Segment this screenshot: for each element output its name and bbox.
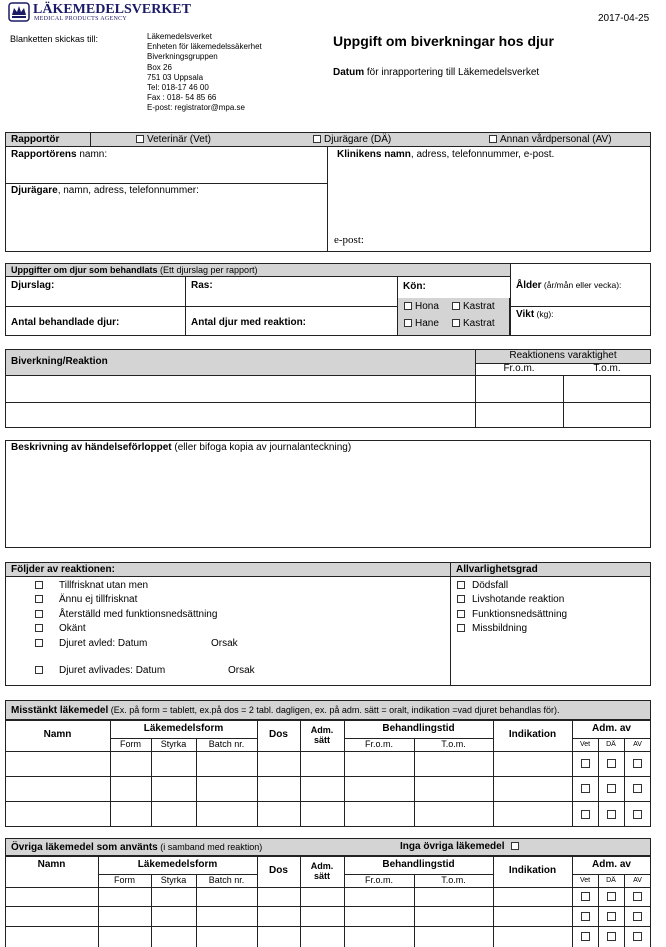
send-to-label: Blanketten skickas till:	[10, 34, 99, 44]
clinic-field[interactable]: Klinikens namn, adress, telefonnummer, e-post.	[337, 149, 555, 160]
reaction-to-header: T.o.m.	[593, 363, 621, 375]
checkbox[interactable]	[35, 666, 43, 674]
col-strength: Styrka	[160, 874, 187, 885]
checkbox[interactable]	[457, 624, 465, 632]
col-from: Fr.o.m.	[364, 874, 393, 885]
adm-checkbox[interactable]	[598, 926, 624, 946]
adm-checkbox[interactable]	[624, 751, 651, 776]
col-owner: DÄ	[606, 876, 616, 884]
col-form: Form	[120, 738, 141, 749]
checkbox[interactable]	[452, 302, 460, 310]
col-period: Behandlingstid	[382, 722, 455, 734]
reporter-body	[5, 146, 651, 252]
adm-checkbox[interactable]	[572, 751, 598, 776]
age-field[interactable]: Ålder (år/mån eller vecka):	[516, 280, 622, 291]
suspected-header: Misstänkt läkemedel (Ex. på form = tablett, ex.på dos = 2 tabl. dagligen, ex. på adm. sätt = oralt, indikation =vad djuret behandlas för).	[11, 705, 560, 716]
reaction-duration-header: Reaktionens varaktighet	[509, 350, 617, 362]
reporter-option-other[interactable]: Annan vårdpersonal (AV)	[489, 134, 612, 146]
consequence-option[interactable]: Okänt	[35, 623, 86, 635]
col-adm: Adm. sätt	[310, 725, 334, 745]
died-cause-label: Orsak	[211, 638, 238, 649]
consequences-label: Följder av reaktionen:	[11, 564, 115, 575]
reporter-option-owner[interactable]: Djurägare (DÄ)	[313, 134, 391, 146]
severity-option[interactable]: Missbildning	[457, 623, 527, 635]
other-drugs-header: Övriga läkemedel som använts (i samband med reaktion)	[11, 842, 263, 853]
adm-checkbox[interactable]	[572, 801, 598, 827]
col-to: T.o.m.	[441, 874, 466, 885]
address-line: E-post: registrator@mpa.se	[147, 103, 245, 113]
adm-checkbox[interactable]	[572, 887, 598, 906]
adm-checkbox[interactable]	[598, 801, 624, 827]
no-other-drugs-option[interactable]: Inga övriga läkemedel	[400, 841, 519, 853]
sex-option-neutered-male[interactable]: Kastrat	[452, 318, 495, 330]
checkbox[interactable]	[457, 581, 465, 589]
agency-logo	[8, 2, 191, 22]
owner-field[interactable]: Djurägare, namn, adress, telefonnummer:	[11, 185, 199, 196]
logo-text: LÄKEMEDELSVERKET	[33, 2, 191, 17]
adm-checkbox[interactable]	[598, 776, 624, 801]
col-batch: Batch nr.	[208, 738, 245, 749]
weight-field[interactable]: Vikt (kg):	[516, 309, 554, 320]
description-box[interactable]	[5, 440, 651, 548]
col-indication: Indikation	[508, 729, 557, 741]
breed-field[interactable]: Ras:	[191, 280, 213, 291]
logo-subtext: MEDICAL PRODUCTS AGENCY	[34, 16, 128, 22]
adm-checkbox[interactable]	[624, 776, 651, 801]
report-date-label: Datum för inrapportering till Läkemedelsverket	[333, 67, 540, 78]
address-line: Box 26	[147, 62, 172, 72]
address-line: Biverkningsgruppen	[147, 52, 218, 62]
description-label: Beskrivning av händelseförloppet (eller bifoga kopia av journalanteckning)	[11, 442, 352, 453]
consequence-euthanized[interactable]: Djuret avlivades: Datum	[35, 665, 165, 677]
species-field[interactable]: Djurslag:	[11, 280, 55, 291]
adm-checkbox[interactable]	[624, 801, 651, 827]
adm-checkbox[interactable]	[598, 751, 624, 776]
col-adm: Adm. sätt	[310, 861, 334, 881]
form-date: 2017-04-25	[598, 13, 650, 24]
col-to: T.o.m.	[441, 738, 466, 749]
reporter-label: Rapportör	[11, 134, 60, 145]
consequence-option[interactable]: Tillfrisknat utan men	[35, 580, 148, 592]
checkbox[interactable]	[404, 302, 412, 310]
address-line: Tel: 018-17 46 00	[147, 83, 209, 93]
col-vet: Vet	[579, 876, 591, 884]
severity-label: Allvarlighetsgrad	[456, 564, 538, 575]
checkbox[interactable]	[404, 319, 412, 327]
adm-checkbox[interactable]	[624, 906, 651, 926]
agency-address	[147, 32, 262, 114]
col-form-group: Läkemedelsform	[137, 858, 218, 870]
clinic-email-field[interactable]: e-post:	[334, 234, 364, 246]
col-dose: Dos	[269, 865, 288, 877]
checkbox[interactable]	[511, 842, 519, 850]
checkbox[interactable]	[35, 595, 43, 603]
reaction-label: Biverkning/Reaktion	[11, 356, 108, 367]
adm-checkbox[interactable]	[572, 776, 598, 801]
adm-checkbox[interactable]	[624, 887, 651, 906]
checkbox[interactable]	[136, 135, 144, 143]
adm-checkbox[interactable]	[572, 926, 598, 946]
checkbox[interactable]	[457, 610, 465, 618]
col-name: Namn	[43, 729, 72, 741]
severity-option[interactable]: Dödsfall	[457, 580, 508, 592]
checkbox[interactable]	[489, 135, 497, 143]
col-other: AV	[633, 740, 642, 748]
address-line: 751 03 Uppsala	[147, 72, 204, 82]
adm-checkbox[interactable]	[598, 906, 624, 926]
col-name: Namn	[37, 858, 66, 870]
checkbox[interactable]	[35, 581, 43, 589]
consequence-option[interactable]: Ännu ej tillfrisknat	[35, 594, 137, 606]
address-line: Läkemedelsverket	[147, 32, 212, 41]
col-batch: Batch nr.	[208, 874, 245, 885]
form-title: Uppgift om biverkningar hos djur	[333, 33, 554, 49]
severity-option[interactable]: Funktionsnedsättning	[457, 609, 567, 621]
adm-checkbox[interactable]	[572, 906, 598, 926]
col-from: Fr.o.m.	[364, 738, 393, 749]
adm-checkbox[interactable]	[598, 887, 624, 906]
sex-option-male[interactable]: Hane	[404, 318, 439, 330]
reaction-count-field[interactable]: Antal djur med reaktion:	[191, 317, 307, 328]
col-other: AV	[633, 876, 642, 884]
address-line: Enheten för läkemedelssäkerhet	[147, 42, 262, 52]
checkbox[interactable]	[313, 135, 321, 143]
sex-option-neutered-female[interactable]: Kastrat	[452, 301, 495, 313]
col-vet: Vet	[579, 740, 591, 748]
col-indication: Indikation	[508, 865, 557, 877]
col-strength: Styrka	[160, 738, 187, 749]
checkbox[interactable]	[35, 639, 43, 647]
euthanized-cause-label: Orsak	[228, 665, 255, 676]
address-line: Fax : 018- 54 85 66	[147, 93, 217, 103]
col-adm-by: Adm. av	[592, 722, 631, 734]
checkbox[interactable]	[35, 624, 43, 632]
crown-logo-icon	[8, 2, 30, 22]
checkbox[interactable]	[457, 595, 465, 603]
adm-checkbox[interactable]	[624, 926, 651, 946]
col-dose: Dos	[269, 729, 288, 741]
sex-label: Kön:	[403, 281, 426, 292]
reporter-name-field[interactable]: Rapportörens namn:	[11, 149, 108, 160]
col-period: Behandlingstid	[382, 858, 455, 870]
consequence-option[interactable]: Återställd med funktionsnedsättning	[35, 609, 217, 621]
checkbox[interactable]	[35, 610, 43, 618]
col-form-group: Läkemedelsform	[143, 722, 224, 734]
reaction-from-header: Fr.o.m.	[503, 363, 535, 375]
consequence-died[interactable]: Djuret avled: Datum	[35, 638, 147, 650]
col-form: Form	[114, 874, 135, 885]
treated-count-field[interactable]: Antal behandlade djur:	[11, 317, 120, 328]
col-adm-by: Adm. av	[592, 858, 631, 870]
sex-option-female[interactable]: Hona	[404, 301, 439, 313]
col-owner: DÄ	[606, 740, 616, 748]
animal-header: Uppgifter om djur som behandlats (Ett djurslag per rapport)	[11, 265, 258, 275]
severity-option[interactable]: Livshotande reaktion	[457, 594, 564, 606]
reporter-option-vet[interactable]: Veterinär (Vet)	[136, 134, 211, 146]
checkbox[interactable]	[452, 319, 460, 327]
